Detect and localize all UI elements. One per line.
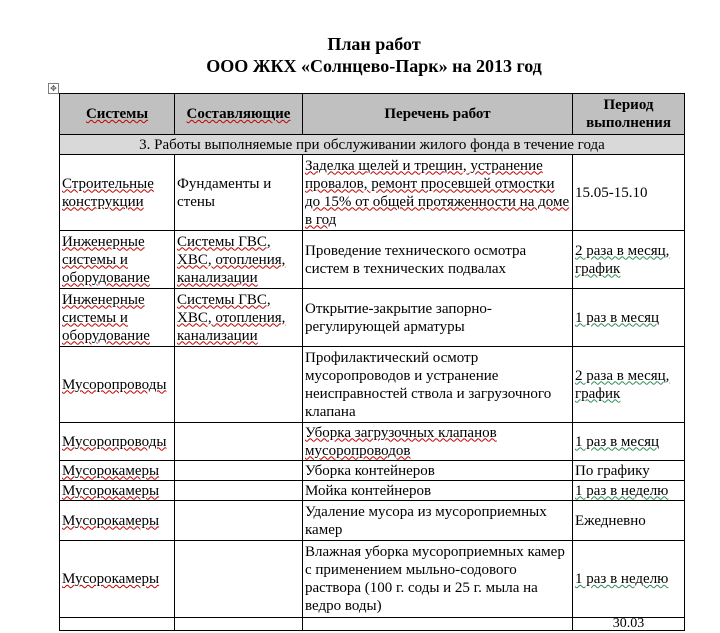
cell-component [175, 618, 303, 631]
cell-component [175, 541, 303, 618]
cell-component [175, 481, 303, 501]
cell-component [175, 501, 303, 541]
cell-work: Уборка контейнеров [303, 461, 573, 481]
cell-work: Удаление мусора из мусороприемных камер [303, 501, 573, 541]
document-title: План работ [327, 34, 421, 54]
cell-period: 30.03 [573, 618, 685, 631]
table-row [60, 481, 685, 501]
table-row [60, 541, 685, 618]
cell-system: Инженерные системы и оборудование [60, 289, 175, 347]
cell-period: Ежедневно [573, 501, 685, 541]
cell-work: Заделка щелей и трещин, устранение провалов, ремонт просевшей отмостки до 15% от общей протяженности на доме в год [303, 155, 573, 231]
cell-period: 2 раза в месяц, график [573, 347, 685, 423]
cell-system: Мусорокамеры [60, 481, 175, 501]
cell-period: По графику [573, 461, 685, 481]
cell-work: Профилактический осмотр мусоропроводов и устранение неисправностей ствола и загрузочного клапана [303, 347, 573, 423]
table-row-partial [60, 618, 685, 631]
cell-system: Мусоропроводы [60, 423, 175, 461]
cell-component: Фундаменты и стены [175, 155, 303, 231]
cell-period: 1 раз в неделю [573, 481, 685, 501]
cell-component [175, 347, 303, 423]
cell-component: Системы ГВС, ХВС, отопления, канализации [175, 231, 303, 289]
cell-system: Инженерные системы и оборудование [60, 231, 175, 289]
header-components: Составляющие [175, 94, 303, 135]
cell-period: 1 раз в неделю [573, 541, 685, 618]
header-systems: Системы [60, 94, 175, 135]
cell-work: Уборка загрузочных клапанов мусоропроводов [303, 423, 573, 461]
document-subtitle: ООО ЖКХ «Солнцево-Парк» на 2013 год [206, 56, 542, 76]
cell-work: Влажная уборка мусороприемных камер с применением мыльно-содового раствора (100 г. соды и 25 г. мыла на ведро воды) [303, 541, 573, 618]
cell-component [175, 461, 303, 481]
table-row [60, 347, 685, 423]
cell-system [60, 618, 175, 631]
work-plan-table [59, 93, 685, 631]
cell-period: 2 раза в месяц, график [573, 231, 685, 289]
table-header-row [60, 94, 685, 135]
table-move-handle-icon[interactable]: ✥ [48, 83, 59, 94]
table-row [60, 289, 685, 347]
cell-system: Мусорокамеры [60, 541, 175, 618]
cell-work: Мойка контейнеров [303, 481, 573, 501]
table-row [60, 231, 685, 289]
cell-work [303, 618, 573, 631]
header-period: Период выполнения [573, 94, 685, 135]
cell-period: 15.05-15.10 [573, 155, 685, 231]
section-row [60, 135, 685, 155]
cell-system: Мусорокамеры [60, 501, 175, 541]
cell-work: Открытие-закрытие запорно-регулирующей арматуры [303, 289, 573, 347]
cell-component [175, 423, 303, 461]
header-work-list: Перечень работ [303, 94, 573, 135]
cell-system: Мусоропроводы [60, 347, 175, 423]
cell-period: 1 раз в месяц [573, 289, 685, 347]
table-row [60, 423, 685, 461]
table-row [60, 155, 685, 231]
cell-component: Системы ГВС, ХВС, отопления, канализации [175, 289, 303, 347]
cell-period: 1 раз в месяц [573, 423, 685, 461]
cell-work: Проведение технического осмотра систем в технических подвалах [303, 231, 573, 289]
table-row [60, 461, 685, 481]
cell-system: Мусорокамеры [60, 461, 175, 481]
table-row [60, 501, 685, 541]
section-title: 3. Работы выполняемые при обслуживании жилого фонда в течение года [60, 135, 685, 155]
cell-system: Строительные конструкции [60, 155, 175, 231]
